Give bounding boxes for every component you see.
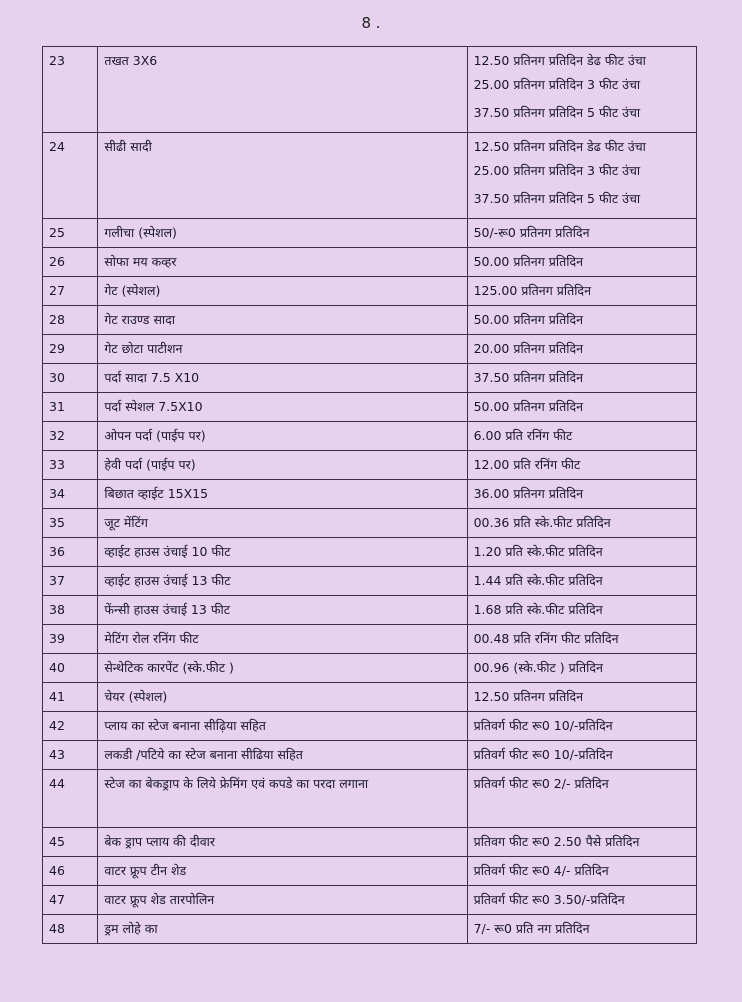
rate-text: 50.00 प्रतिनग प्रतिदिन — [473, 254, 584, 269]
rate-cell — [467, 277, 696, 306]
rate-table — [42, 46, 697, 944]
rate-text: 36.00 प्रतिनग प्रतिदिन — [473, 486, 584, 501]
row-number: 30 — [43, 364, 98, 393]
rate-cell — [467, 451, 696, 480]
row-number: 37 — [43, 567, 98, 596]
table-row — [43, 596, 697, 625]
item-name: पर्दा सादा 7.5 X10 — [98, 364, 467, 393]
table-row — [43, 306, 697, 335]
item-name: सोफा मय कव्हर — [98, 248, 467, 277]
rate-cell — [467, 654, 696, 683]
table-row — [43, 683, 697, 712]
rate-text: 50/-रू0 प्रतिनग प्रतिदिन — [473, 225, 590, 240]
rate-text: 00.96 (स्के.फीट ) प्रतिदिन — [473, 660, 603, 675]
rate-text: प्रतिवर्ग फीट रू0 3.50/-प्रतिदिन — [473, 892, 625, 907]
rate-cell — [467, 625, 696, 654]
table-row — [43, 654, 697, 683]
item-name: गेट राउण्ड सादा — [98, 306, 467, 335]
row-number: 40 — [43, 654, 98, 683]
rate-text: 12.50 प्रतिनग प्रतिदिन — [473, 689, 584, 704]
rate-cell — [467, 480, 696, 509]
table-row — [43, 451, 697, 480]
item-name: मेटिंग रोल रनिंग फीट — [98, 625, 467, 654]
rate-cell — [467, 828, 696, 857]
rate-text: 6.00 प्रति रनिंग फीट — [473, 428, 573, 443]
rate-text: 50.00 प्रतिनग प्रतिदिन — [473, 312, 584, 327]
table-row — [43, 828, 697, 857]
table-row — [43, 422, 697, 451]
row-number: 44 — [43, 770, 98, 828]
rate-text: 25.00 प्रतिनग प्रतिदिन 3 फीट उंचा — [473, 163, 641, 178]
rate-text: 50.00 प्रतिनग प्रतिदिन — [473, 399, 584, 414]
item-name: लकडी /पटिये का स्टेज बनाना सीढिया सहित — [98, 741, 467, 770]
item-name: ओपन पर्दा (पाईप पर) — [98, 422, 467, 451]
rate-cell — [467, 770, 696, 828]
rate-cell — [467, 857, 696, 886]
item-name: ड्रम लोहे का — [98, 915, 467, 944]
rate-text: 1.44 प्रति स्के.फीट प्रतिदिन — [473, 573, 603, 588]
row-number: 36 — [43, 538, 98, 567]
rate-cell — [467, 393, 696, 422]
row-number: 32 — [43, 422, 98, 451]
rate-cell — [467, 741, 696, 770]
item-name: स्टेज का बेकड्राप के लिये फ्रेमिंग एवं कपडे का परदा लगाना — [98, 770, 467, 828]
rate-text: 00.36 प्रति स्के.फीट प्रतिदिन — [473, 515, 611, 530]
row-number: 33 — [43, 451, 98, 480]
row-number: 38 — [43, 596, 98, 625]
rate-cell — [467, 47, 696, 133]
rate-cell — [467, 422, 696, 451]
item-name: व्हाईट हाउस उंचाई 13 फीट — [98, 567, 467, 596]
rate-cell — [467, 364, 696, 393]
item-name: व्हाईट हाउस उंचाई 10 फीट — [98, 538, 467, 567]
rate-text: प्रतिवर्ग फीट रू0 2/- प्रतिदिन — [473, 776, 609, 791]
table-row — [43, 741, 697, 770]
rate-cell — [467, 306, 696, 335]
rate-cell — [467, 596, 696, 625]
rate-cell — [467, 248, 696, 277]
item-name: फेंन्सी हाउस उंचाई 13 फीट — [98, 596, 467, 625]
rate-text: 1.20 प्रति स्के.फीट प्रतिदिन — [473, 544, 603, 559]
item-name: वाटर फ्रूप शेड तारपोलिन — [98, 886, 467, 915]
item-name: बिछात व्हाईट 15X15 — [98, 480, 467, 509]
table-row — [43, 712, 697, 741]
row-number: 28 — [43, 306, 98, 335]
rate-cell — [467, 915, 696, 944]
table-row — [43, 393, 697, 422]
rate-text: 12.50 प्रतिनग प्रतिदिन डेढ फीट उंचा — [473, 139, 646, 154]
rate-text: 37.50 प्रतिनग प्रतिदिन 5 फीट उंचा — [473, 191, 641, 206]
item-name: तखत 3X6 — [98, 47, 467, 133]
row-number: 45 — [43, 828, 98, 857]
table-row — [43, 625, 697, 654]
table-row — [43, 219, 697, 248]
rate-text: 125.00 प्रतिनग प्रतिदिन — [473, 283, 592, 298]
rate-cell — [467, 683, 696, 712]
table-row — [43, 770, 697, 828]
rate-text: प्रतिवर्ग फीट रू0 10/-प्रतिदिन — [473, 718, 613, 733]
row-number: 46 — [43, 857, 98, 886]
table-row — [43, 857, 697, 886]
table-row — [43, 335, 697, 364]
rate-cell — [467, 538, 696, 567]
row-number: 25 — [43, 219, 98, 248]
item-name: वाटर फ्रूप टीन शेड — [98, 857, 467, 886]
rate-cell — [467, 133, 696, 219]
row-number: 35 — [43, 509, 98, 538]
item-name: हेवी पर्दा (पाईप पर) — [98, 451, 467, 480]
item-name: बेक ड्राप प्लाय की दीवार — [98, 828, 467, 857]
page-number: 8 . — [361, 14, 381, 32]
row-number: 41 — [43, 683, 98, 712]
table-row — [43, 538, 697, 567]
item-name: प्लाय का स्टेज बनाना सीढ़िया सहित — [98, 712, 467, 741]
item-name: जूट मेंटिंग — [98, 509, 467, 538]
rate-text: प्रतिवग फीट रू0 2.50 पैसे प्रतिदिन — [473, 834, 640, 849]
rate-cell — [467, 509, 696, 538]
row-number: 48 — [43, 915, 98, 944]
row-number: 29 — [43, 335, 98, 364]
row-number: 24 — [43, 133, 98, 219]
rate-cell — [467, 712, 696, 741]
rate-text: 00.48 प्रति रनिंग फीट प्रतिदिन — [473, 631, 619, 646]
table-row — [43, 47, 697, 133]
table-row — [43, 480, 697, 509]
item-name: सेन्थेटिक कारपेंट (स्के.फीट ) — [98, 654, 467, 683]
row-number: 34 — [43, 480, 98, 509]
table-row — [43, 915, 697, 944]
rate-text: 1.68 प्रति स्के.फीट प्रतिदिन — [473, 602, 603, 617]
row-number: 47 — [43, 886, 98, 915]
table-row — [43, 133, 697, 219]
rate-text: 12.00 प्रति रनिंग फीट — [473, 457, 581, 472]
table-row — [43, 886, 697, 915]
row-number: 23 — [43, 47, 98, 133]
rate-text: प्रतिवर्ग फीट रू0 4/- प्रतिदिन — [473, 863, 609, 878]
row-number: 39 — [43, 625, 98, 654]
table-row — [43, 509, 697, 538]
row-number: 31 — [43, 393, 98, 422]
table-row — [43, 364, 697, 393]
item-name: गलीचा (स्पेशल) — [98, 219, 467, 248]
rate-text: 25.00 प्रतिनग प्रतिदिन 3 फीट उंचा — [473, 77, 641, 92]
rate-cell — [467, 567, 696, 596]
rate-text: प्रतिवर्ग फीट रू0 10/-प्रतिदिन — [473, 747, 613, 762]
item-name: गेट छोटा पाटीशन — [98, 335, 467, 364]
row-number: 42 — [43, 712, 98, 741]
item-name: सीढी सादी — [98, 133, 467, 219]
table-row — [43, 567, 697, 596]
item-name: गेट (स्पेशल) — [98, 277, 467, 306]
rate-cell — [467, 219, 696, 248]
table-row — [43, 277, 697, 306]
rate-cell — [467, 886, 696, 915]
rate-text: 37.50 प्रतिनग प्रतिदिन — [473, 370, 584, 385]
item-name: पर्दा स्पेशल 7.5X10 — [98, 393, 467, 422]
rate-text: 20.00 प्रतिनग प्रतिदिन — [473, 341, 584, 356]
table-row — [43, 248, 697, 277]
rate-text: 7/- रू0 प्रति नग प्रतिदिन — [473, 921, 590, 936]
rate-cell — [467, 335, 696, 364]
rate-text: 12.50 प्रतिनग प्रतिदिन डेढ फीट उंचा — [473, 53, 646, 68]
rate-text: 37.50 प्रतिनग प्रतिदिन 5 फीट उंचा — [473, 105, 641, 120]
row-number: 27 — [43, 277, 98, 306]
rate-table-body — [43, 47, 697, 944]
row-number: 26 — [43, 248, 98, 277]
item-name: चेयर (स्पेशल) — [98, 683, 467, 712]
row-number: 43 — [43, 741, 98, 770]
